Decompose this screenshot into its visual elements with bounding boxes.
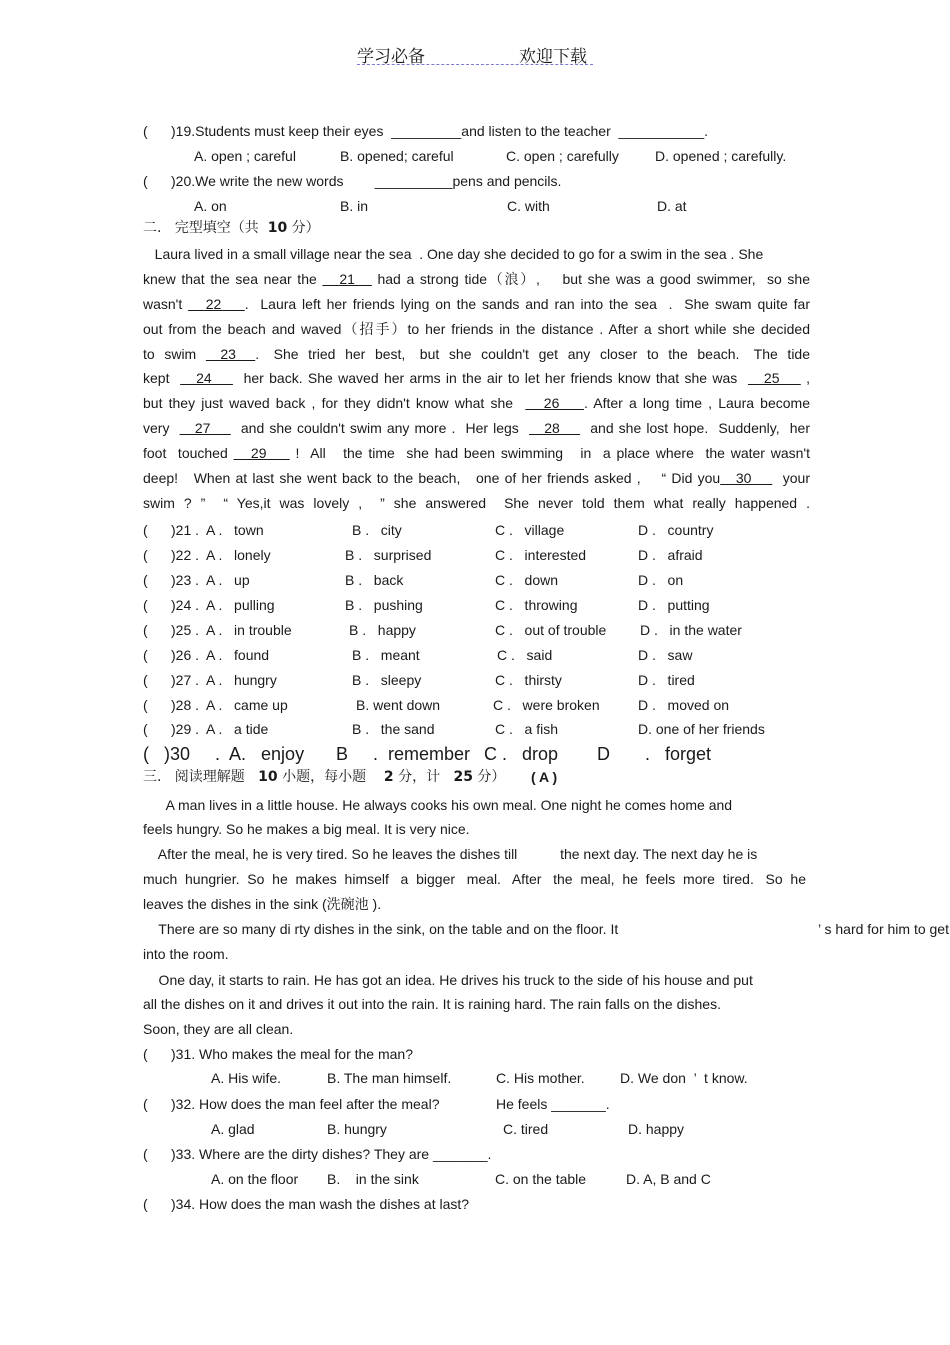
cloze-question-option-b: B. went down	[356, 697, 441, 713]
cloze-blank: 22	[188, 295, 245, 312]
cloze-line	[143, 317, 810, 342]
reading-line-3: After the meal, he is very tired. So he leaves the dishes till the next day. The next day he is	[143, 846, 758, 862]
q19-option-c: C. open ; carefully	[506, 148, 619, 164]
cloze-question-option-b: B . back	[345, 572, 404, 588]
q33-option-d: D. A, B and C	[626, 1171, 711, 1187]
q19-option-d: D. opened ; carefully.	[655, 148, 787, 164]
q32-option-d: D. happy	[628, 1121, 685, 1137]
reading-line-7: into the room.	[143, 946, 229, 962]
reading-line-6: There are so many di rty dishes in the sink, on the table and on the floor. It	[143, 921, 619, 937]
cloze-blank: 24	[180, 370, 233, 387]
reading-line-2: feels hungry. So he makes a big meal. It is very nice.	[143, 821, 470, 837]
cloze-line	[143, 366, 810, 391]
section-3-prefix: 三. 阅读理解题	[143, 769, 259, 785]
q30-option-c: C . drop	[484, 744, 559, 764]
cloze-question-option-a: ( )24 . A . pulling	[143, 597, 275, 613]
reading-line-9: all the dishes on it and drives it out into the rain. It is raining hard. The rain falls on the dishes.	[143, 996, 721, 1012]
passage-label-a: ( A )	[531, 769, 558, 785]
cloze-text: deep! When at last she went back to the beach, one of her friends asked , “ Did you	[143, 470, 721, 487]
q19-option-b: B. opened; careful	[340, 148, 454, 164]
q20-option-b: B. in	[340, 198, 369, 214]
cloze-question-option-d: D. one of her friends	[638, 721, 765, 737]
cloze-text: her back. She waved her arms in the air to let her friends know that she was	[232, 370, 748, 387]
cloze-text: to swim	[143, 345, 206, 362]
cloze-question-option-d: D . afraid	[638, 547, 703, 563]
cloze-text: foot touched	[143, 445, 234, 462]
cloze-question-option-c: C . a fish	[495, 721, 559, 737]
cloze-text: and she lost hope. Suddenly, her	[580, 420, 810, 437]
cloze-blank: 27	[179, 420, 231, 437]
cloze-question-option-b: B . happy	[349, 622, 416, 638]
cloze-blank: 30	[720, 470, 773, 487]
section-3-count: 10	[258, 769, 278, 785]
section-3-mid: 小题，每小题	[277, 769, 384, 785]
cloze-question-option-a: ( )29 . A . a tide	[143, 721, 269, 737]
cloze-question-option-c: C . interested	[495, 547, 587, 563]
reading-line-8: One day, it starts to rain. He has got an idea. He drives his truck to the side of his house and put	[143, 972, 753, 988]
page-header	[357, 40, 593, 65]
cloze-question-option-c: C . throwing	[495, 597, 578, 613]
cloze-question-option-d: D . country	[638, 522, 714, 538]
cloze-text: . After a long time , Laura become	[584, 395, 810, 412]
reading-line-6-tail: ’ s hard for him to get	[818, 921, 949, 937]
cloze-blank: 29	[233, 445, 290, 462]
q19-option-a: A. open ; careful	[194, 148, 296, 164]
cloze-question-option-a: ( )26 . A . found	[143, 647, 270, 663]
cloze-question-option-c: C . said	[497, 647, 553, 663]
cloze-line	[143, 491, 810, 516]
section-3-total: 25	[453, 769, 473, 785]
cloze-blank: 28	[528, 420, 581, 437]
cloze-question-option-d: D . putting	[638, 597, 710, 613]
cloze-question-option-b: B . surprised	[345, 547, 432, 563]
cloze-blank: 21	[322, 270, 372, 287]
reading-line-4: much hungrier. So he makes himself a bigger meal. After the meal, he feels more tired. So he	[143, 871, 806, 887]
cloze-text: kept	[143, 370, 181, 387]
cloze-question-option-d: D . tired	[638, 672, 695, 688]
cloze-question-option-c: C . thirsty	[495, 672, 562, 688]
section-3-suffix: 分）	[472, 769, 506, 785]
section-2-points: 10	[267, 220, 288, 236]
cloze-text: . Laura left her friends lying on the sands and ran into the sea . She swam quite far	[244, 295, 811, 312]
q30-option-d: D . forget	[597, 744, 712, 764]
cloze-blank: 23	[205, 345, 256, 362]
cloze-text: . She tried her best, but she couldn't get any closer to the beach. The tide	[255, 345, 811, 362]
question-20: ( )20.We write the new words __________pens and pencils.	[143, 173, 562, 189]
cloze-question-option-c: C . were broken	[493, 697, 600, 713]
header-right: 欢迎下载	[519, 47, 587, 67]
cloze-question-option-b: B . meant	[352, 647, 420, 663]
q20-option-a: A. on	[194, 198, 227, 214]
section-2-heading	[143, 219, 320, 237]
q20-option-d: D. at	[657, 198, 687, 214]
cloze-text: swim ? ” “ Yes,it was lovely , ” she answered She never told them what really happened .	[143, 494, 810, 511]
q31-option-d: D. We don ’ t know.	[620, 1070, 748, 1086]
cloze-question-option-b: B . the sand	[352, 721, 435, 737]
cloze-line	[143, 292, 810, 317]
cloze-text: and she couldn't swim any more . Her legs	[230, 420, 529, 437]
section-3-mid2: 分，计	[393, 769, 454, 785]
q31-option-b: B. The man himself.	[327, 1070, 452, 1086]
q33-option-c: C. on the table	[495, 1171, 587, 1187]
cloze-text: your	[772, 470, 810, 487]
cloze-question-option-a: ( )22 . A . lonely	[143, 547, 271, 563]
cloze-text: knew that the sea near the	[143, 270, 323, 287]
cloze-text: very	[143, 420, 180, 437]
cloze-text: ! All the time she had been swimming in a place where the water wasn't	[289, 445, 810, 462]
cloze-question-option-d: D . on	[638, 572, 684, 588]
cloze-question-option-b: B . sleepy	[352, 672, 422, 688]
cloze-question-option-a: ( )27 . A . hungry	[143, 672, 277, 688]
cloze-question-option-c: C . village	[495, 522, 565, 538]
cloze-question-option-a: ( )25 . A . in trouble	[143, 622, 292, 638]
cloze-line	[143, 342, 810, 367]
cloze-text: ,	[800, 370, 810, 387]
cloze-question-option-a: ( )23 . A . up	[143, 572, 250, 588]
cloze-blank: 26	[525, 395, 584, 412]
q32-tail: He feels _______.	[496, 1096, 610, 1112]
header-left: 学习必备	[357, 47, 425, 67]
cloze-line	[143, 242, 810, 267]
q30-option-a: ( )30 . A. enjoy	[143, 744, 305, 764]
cloze-question-option-c: C . out of trouble	[495, 622, 607, 638]
reading-line-1: A man lives in a little house. He always cooks his own meal. One night he comes home and	[143, 797, 733, 813]
cloze-line	[143, 466, 810, 491]
cloze-question-option-c: C . down	[495, 572, 559, 588]
cloze-question-option-a: ( )21 . A . town	[143, 522, 264, 538]
cloze-question-option-b: B . pushing	[345, 597, 423, 613]
cloze-text: but they just waved back , for they didn't know what she	[143, 395, 526, 412]
q32-option-a: A. glad	[211, 1121, 255, 1137]
cloze-question-option-a: ( )28 . A . came up	[143, 697, 288, 713]
cloze-line	[143, 391, 810, 416]
cloze-blank: 25	[747, 370, 801, 387]
cloze-line	[143, 441, 810, 466]
cloze-text: wasn't	[143, 295, 189, 312]
q33-option-a: A. on the floor	[211, 1171, 299, 1187]
cloze-passage	[143, 242, 810, 516]
question-31: ( )31. Who makes the meal for the man?	[143, 1046, 413, 1062]
q32-option-c: C. tired	[503, 1121, 549, 1137]
reading-line-5: leaves the dishes in the sink (洗碗池 ).	[143, 896, 382, 912]
cloze-text: had a strong tide（浪）, but she was a good swimmer, so she	[371, 270, 810, 287]
section-2-suffix: 分）	[287, 220, 320, 236]
question-19: ( )19.Students must keep their eyes _________and listen to the teacher ___________.	[143, 123, 709, 139]
cloze-question-option-b: B . city	[352, 522, 402, 538]
question-33: ( )33. Where are the dirty dishes? They are _______.	[143, 1146, 492, 1162]
cloze-text: out from the beach and waved（招手）to her friends in the distance . After a short while she decided	[143, 320, 810, 337]
cloze-text: Laura lived in a small village near the sea . One day she decided to go for a swim in the sea . She	[143, 246, 764, 262]
q20-option-c: C. with	[507, 198, 550, 214]
reading-line-10: Soon, they are all clean.	[143, 1021, 294, 1037]
question-32: ( )32. How does the man feel after the meal?	[143, 1096, 440, 1112]
cloze-line	[143, 267, 810, 292]
question-34: ( )34. How does the man wash the dishes at last?	[143, 1196, 470, 1212]
cloze-line	[143, 416, 810, 441]
cloze-question-option-d: D . moved on	[638, 697, 730, 713]
q30-option-b: B . remember	[336, 744, 471, 764]
q33-option-b: B. in the sink	[327, 1171, 419, 1187]
section-3-heading	[143, 768, 505, 786]
q31-option-c: C. His mother.	[496, 1070, 585, 1086]
cloze-question-option-d: D . in the water	[640, 622, 742, 638]
section-3-each: 2	[383, 769, 394, 785]
q31-option-a: A. His wife.	[211, 1070, 282, 1086]
cloze-question-option-d: D . saw	[638, 647, 693, 663]
q32-option-b: B. hungry	[327, 1121, 387, 1137]
section-2-prefix: 二. 完型填空（共	[143, 220, 268, 236]
